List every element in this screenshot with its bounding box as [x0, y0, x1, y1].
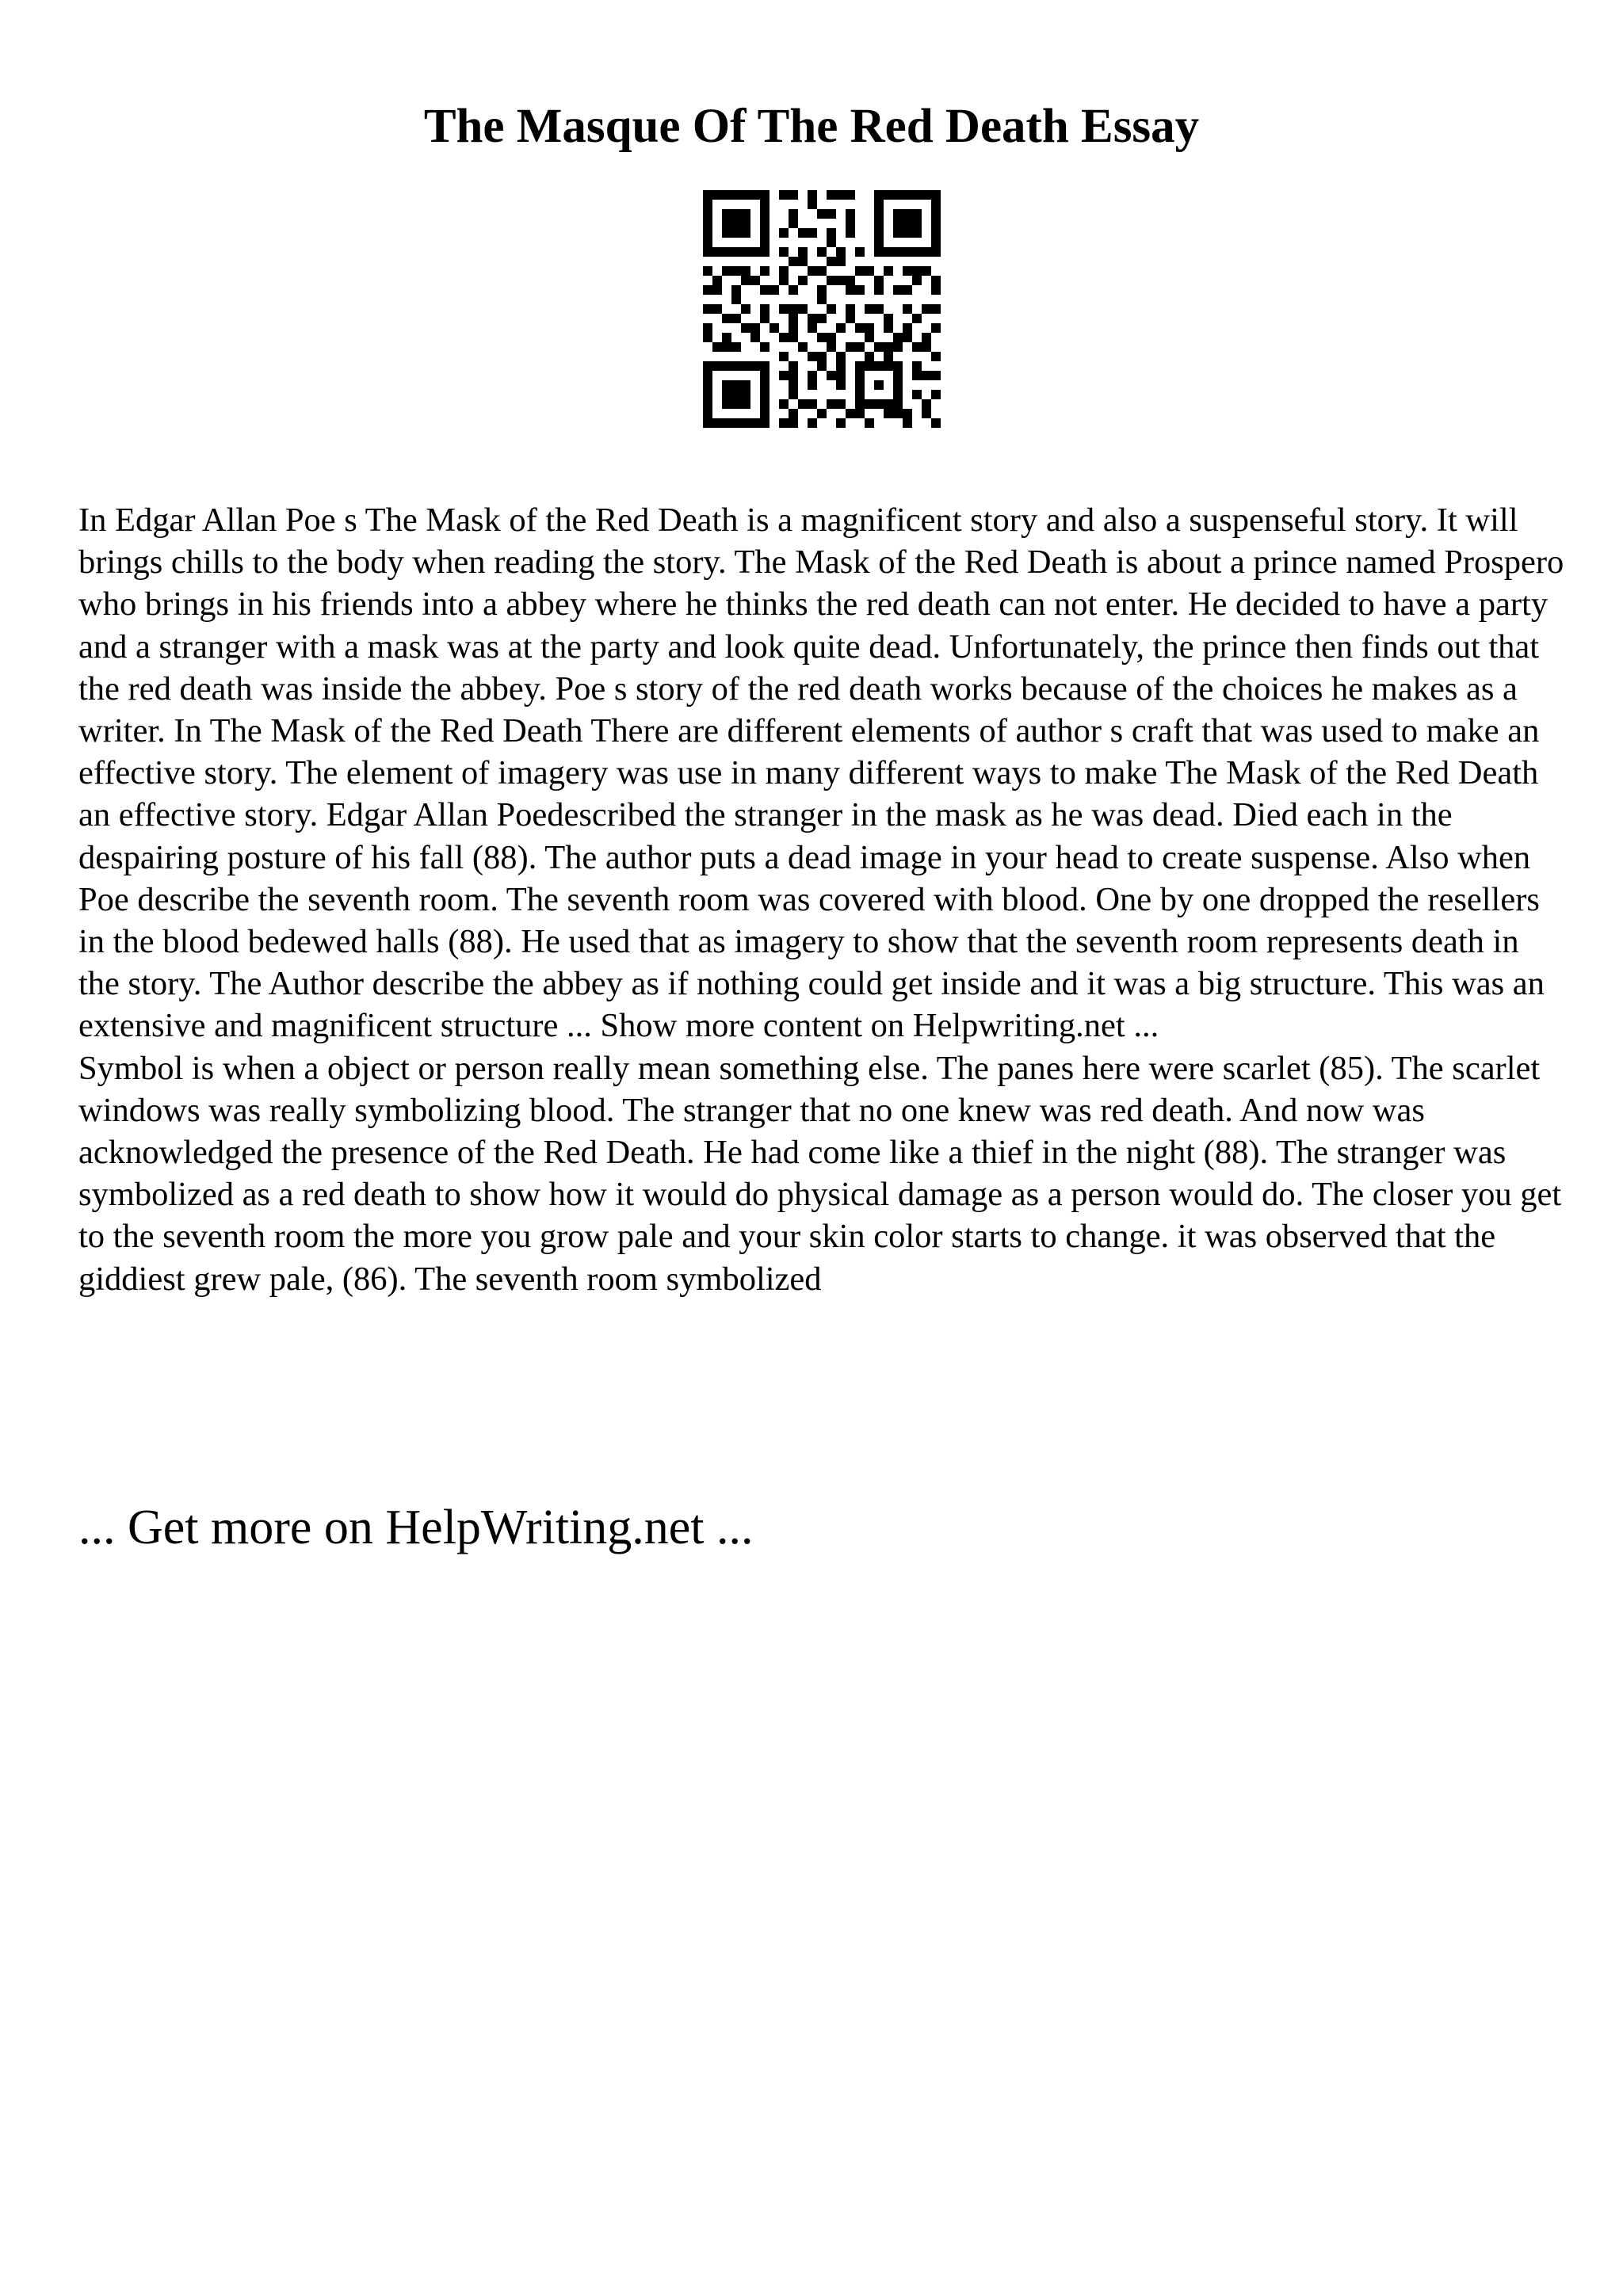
qr-code-icon[interactable]: [703, 190, 941, 428]
essay-paragraph-1: In Edgar Allan Poe s The Mask of the Red Death is a magnificent story and also a suspenseful story. It will brings chills to the body when reading the story. The Mask of the Red Death is about a prince named Prospero who brings in his friends into a abbey where he thinks the red death can not enter. He decided to have a party and a stranger with a mask was at the party and look quite dead. Unfortunately, the prince then finds out that the red death was inside the abbey. Poe s story of the red death works because of the choices he makes as a writer. In The Mask of the Red Death There are different elements of author s craft that was used to make an effective story. The element of imagery was use in many different ways to make The Mask of the Red Death an effective story. Edgar Allan Poedescribed the stranger in the mask as he was dead. Died each in the despairing posture of his fall (88). The author puts a dead image in your head to create suspense. Also when Poe describe the seventh room. The seventh room was covered with blood. One by one dropped the resellers in the blood bedewed halls (88). He used that as imagery to show that the seventh room represents death in the story. The Author describe the abbey as if nothing could get inside and it was a big structure. This was an extensive and magnificent structure ... Show more content on Helpwriting.net ...: [78, 502, 1564, 1045]
get-more-link[interactable]: ... Get more on HelpWriting.net ...: [78, 1501, 754, 1554]
essay-body: [78, 499, 1568, 1300]
document-title: The Masque Of The Red Death Essay: [423, 100, 1200, 153]
essay-paragraph-2: Symbol is when a object or person really mean something else. The panes here were scarlet (85). The scarlet windows was really symbolizing blood. The stranger that no one knew was red death. And now was acknowledged the presence of the Red Death. He had come like a thief in the night (88). The stranger was symbolized as a red death to show how it would do physical damage as a person would do. The closer you get to the seventh room the more you grow pale and your skin color starts to change. it was observed that the giddiest grew pale, (86). The seventh room symbolized: [78, 1049, 1562, 1298]
